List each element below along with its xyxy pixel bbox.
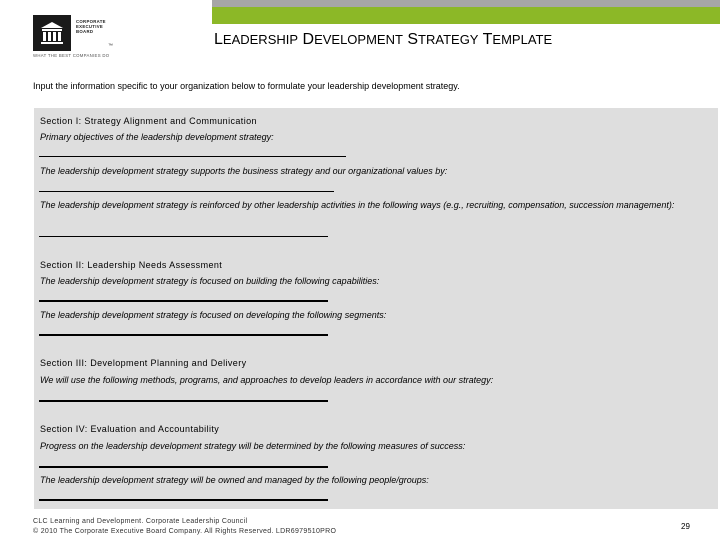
section-1-question-2: The leadership development strategy supports the business strategy and our organizational values by: bbox=[40, 166, 448, 176]
section-4-question-2: The leadership development strategy will be owned and managed by the following people/groups: bbox=[40, 475, 429, 485]
section-1-question-1: Primary objectives of the leadership development strategy: bbox=[40, 132, 274, 142]
page-title: LEADERSHIP DEVELOPMENT STRATEGY TEMPLATE bbox=[214, 31, 553, 48]
top-accent-bar-green bbox=[212, 7, 720, 24]
section-3-heading: Section III: Development Planning and Delivery bbox=[40, 358, 247, 368]
answer-line[interactable] bbox=[39, 466, 328, 468]
section-4-question-1: Progress on the leadership development strategy will be determined by the following measures of success: bbox=[40, 441, 466, 451]
company-logo bbox=[33, 15, 107, 52]
logo-wordmark bbox=[76, 19, 106, 35]
logo-tagline: WHAT THE BEST COMPANIES DO bbox=[33, 53, 110, 58]
answer-line[interactable] bbox=[39, 156, 346, 157]
section-1-question-3: The leadership development strategy is reinforced by other leadership activities in the following ways (e.g., recruiting, compensation, succession management): bbox=[40, 200, 675, 210]
intro-text: Input the information specific to your organization below to formulate your leadership development strategy. bbox=[33, 81, 460, 91]
section-4-heading: Section IV: Evaluation and Accountability bbox=[40, 424, 220, 434]
section-1-heading: Section I: Strategy Alignment and Communication bbox=[40, 116, 257, 126]
trademark-mark: ™ bbox=[108, 43, 113, 49]
answer-line[interactable] bbox=[39, 334, 328, 336]
answer-line[interactable] bbox=[39, 400, 328, 402]
section-2-heading: Section II: Leadership Needs Assessment bbox=[40, 260, 223, 270]
logo-line-3: BOARD bbox=[76, 29, 94, 35]
answer-line[interactable] bbox=[39, 499, 328, 501]
logo-line-2: EXECUTIVE bbox=[76, 24, 104, 30]
logo-building-icon bbox=[33, 15, 71, 51]
answer-line[interactable] bbox=[39, 236, 328, 237]
footer-source: CLC Learning and Development. Corporate Leadership Council bbox=[33, 518, 248, 525]
footer-copyright: © 2010 The Corporate Executive Board Company. All Rights Reserved. LDR6979510PRO bbox=[33, 528, 337, 535]
section-2-question-2: The leadership development strategy is focused on developing the following segments: bbox=[40, 310, 387, 320]
page-number: 29 bbox=[681, 522, 690, 531]
section-3-question-1: We will use the following methods, programs, and approaches to develop leaders in accordance with our strategy: bbox=[40, 375, 494, 385]
top-accent-bar-gray bbox=[212, 0, 720, 7]
logo-line-1: CORPORATE bbox=[76, 19, 106, 24]
answer-line[interactable] bbox=[39, 300, 328, 302]
answer-line[interactable] bbox=[39, 191, 334, 192]
section-2-question-1: The leadership development strategy is focused on building the following capabilities: bbox=[40, 276, 380, 286]
